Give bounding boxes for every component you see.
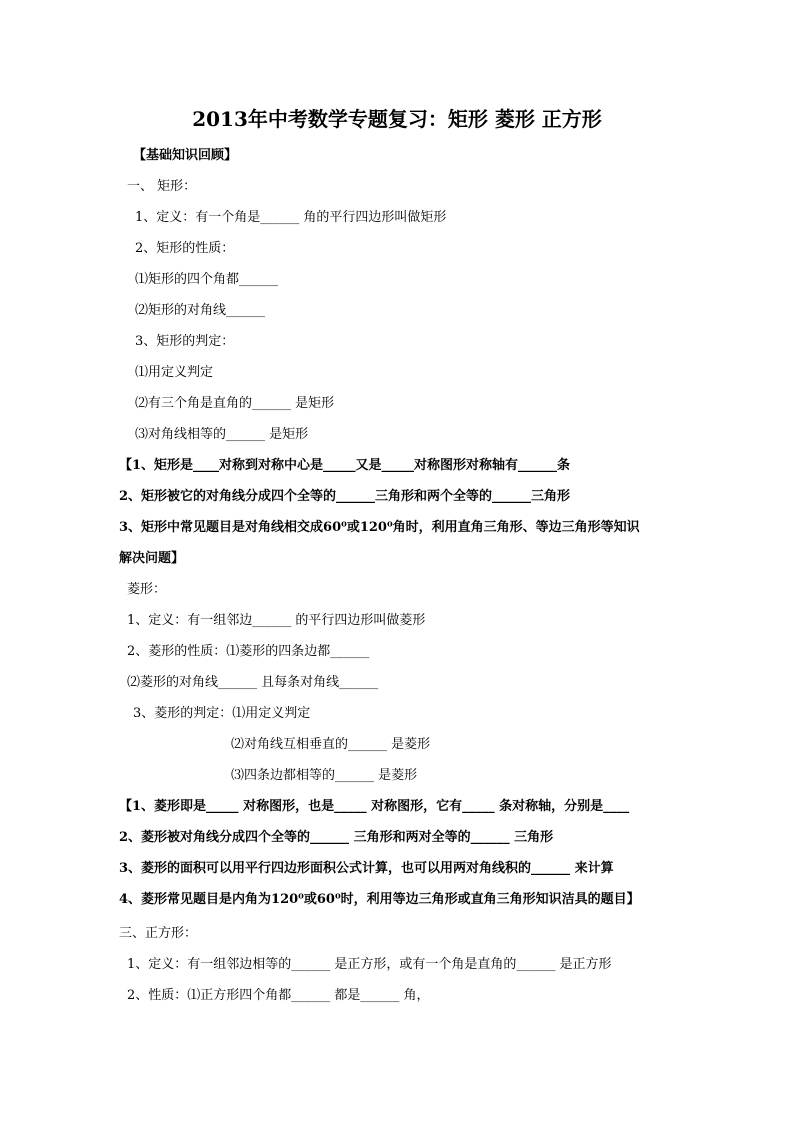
rectangle-note-triangles: 2、矩形被它的对角线分成四个全等的______三角形和两个全等的______三角形 <box>119 489 571 504</box>
rhombus-note-triangles: 2、菱形被对角线分成四个全等的______ 三角形和两对全等的______ 三角形 <box>119 830 554 845</box>
rectangle-property-diagonals: ⑵矩形的对角线______ <box>135 303 266 318</box>
rectangle-note-common-problems-cont: 解决问题】 <box>119 551 185 566</box>
section-heading-basic-review: 【基础知识回顾】 <box>133 148 238 163</box>
section-heading-rectangle: 一、 矩形： <box>127 179 197 194</box>
square-properties: 2、性质：⑴正方形四个角都______ 都是______ 角， <box>127 988 430 1003</box>
rectangle-definition: 1、定义：有一个角是______ 角的平行四边形叫做矩形 <box>135 210 447 225</box>
rhombus-note-area: 3、菱形的面积可以用平行四边形面积公式计算，也可以用两对角线积的______ 来计算 <box>119 861 614 876</box>
rhombus-criterion-equal-sides: ⑶四条边都相等的______ 是菱形 <box>231 768 418 783</box>
rectangle-criterion-equal-diagonals: ⑶对角线相等的______ 是矩形 <box>135 427 309 442</box>
rectangle-criteria-heading: 3、矩形的判定： <box>135 334 235 349</box>
rectangle-note-common-problems: 3、矩形中常见题目是对角线相交成60⁰或120⁰角时，利用直角三角形、等边三角形等知识 <box>119 520 640 535</box>
page-title: 2013年中考数学专题复习：矩形 菱形 正方形 <box>192 107 602 131</box>
rhombus-criterion-perpendicular-diagonals: ⑵对角线互相垂直的______ 是菱形 <box>231 737 431 752</box>
rhombus-criterion-definition: 3、菱形的判定：⑴用定义判定 <box>133 706 311 721</box>
rhombus-note-common-problems: 4、菱形常见题目是内角为120⁰或60⁰时，利用等边三角形或直角三角形知识洁具的题目】 <box>119 892 640 907</box>
square-definition: 1、定义：有一组邻边相等的______ 是正方形，或有一个角是直角的______ 是正方形 <box>127 957 612 972</box>
rhombus-note-symmetry: 【1、菱形即是_____ 对称图形，也是_____ 对称图形，它有_____ 条对称轴，分别是____ <box>119 799 630 814</box>
rhombus-property-sides: 2、菱形的性质：⑴菱形的四条边都______ <box>127 644 370 659</box>
rectangle-criterion-definition: ⑴用定义判定 <box>135 365 214 380</box>
rectangle-properties-heading: 2、矩形的性质： <box>135 241 235 256</box>
rhombus-definition: 1、定义：有一组邻边______ 的平行四边形叫做菱形 <box>127 613 426 628</box>
section-heading-square: 三、正方形： <box>119 926 198 941</box>
rectangle-note-symmetry: 【1、矩形是____对称到对称中心是_____又是_____对称图形对称轴有______条 <box>119 458 571 473</box>
section-heading-rhombus: 菱形： <box>127 582 167 597</box>
rectangle-criterion-three-right-angles: ⑵有三个角是直角的______ 是矩形 <box>135 396 335 411</box>
rectangle-property-angles: ⑴矩形的四个角都______ <box>135 272 279 287</box>
rhombus-property-diagonals: ⑵菱形的对角线______ 且每条对角线______ <box>127 675 379 690</box>
